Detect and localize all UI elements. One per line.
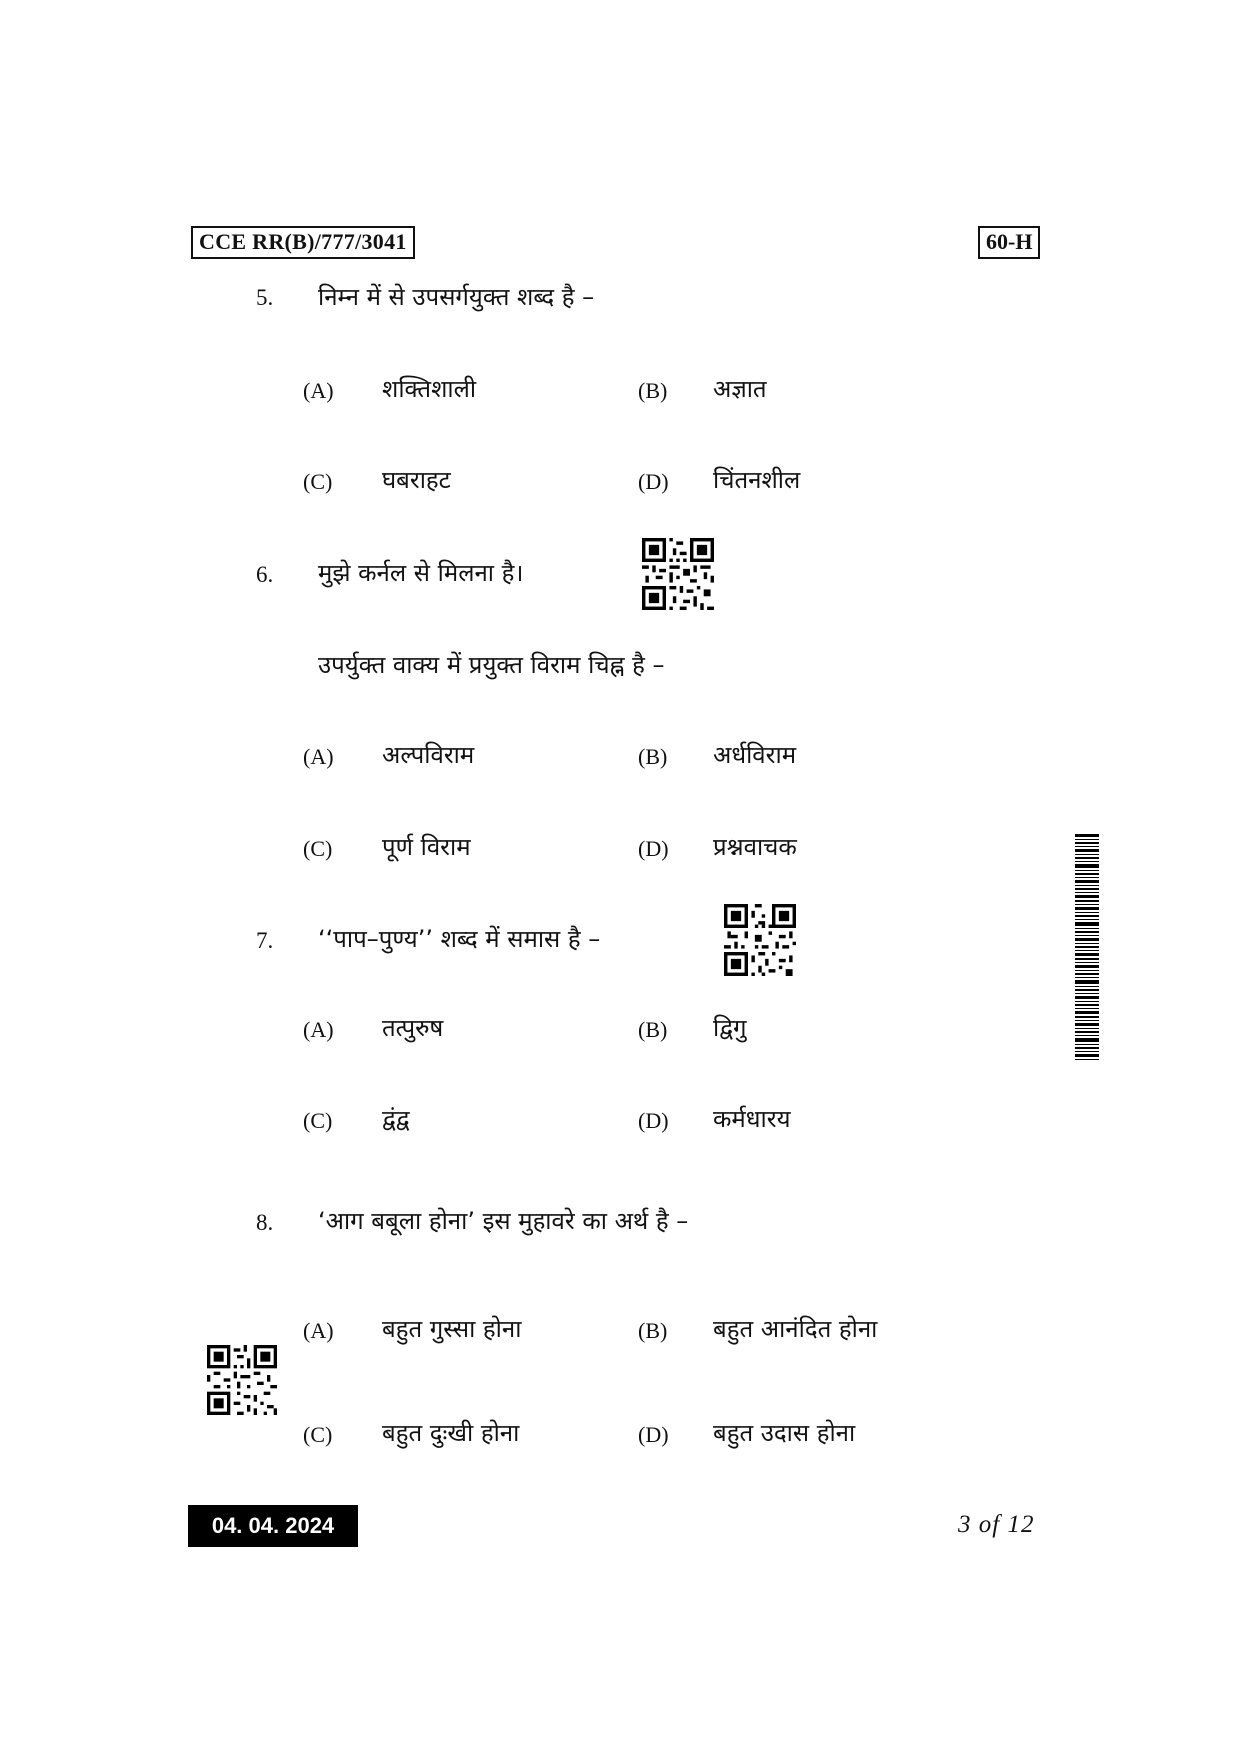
q8-option-a-letter: (A) (303, 1318, 334, 1343)
page-number: 3 of 12 (958, 1511, 1035, 1538)
q8-option-a-text: बहुत गुस्सा होना (382, 1315, 522, 1343)
question-5-text: निम्न में से उपसर्गयुक्त शब्द है – (318, 283, 595, 311)
q6-option-b-text: अर्धविराम (713, 741, 797, 769)
q8-option-c-text: बहुत दुःखी होना (382, 1419, 520, 1447)
q6-option-a-letter: (A) (303, 744, 334, 769)
q5-option-a-text: शक्तिशाली (382, 375, 477, 403)
question-8-number: 8. (256, 1210, 274, 1235)
qr-code-icon (642, 538, 714, 610)
q5-option-b-text: अज्ञात (713, 375, 767, 403)
q5-option-a-letter: (A) (303, 378, 334, 403)
question-8-text: ‘आग बबूला होना’ इस मुहावरे का अर्थ है – (318, 1207, 689, 1235)
q6-option-c-text: पूर्ण विराम (382, 833, 471, 861)
q7-option-c-text: द्वंद्व (382, 1105, 410, 1133)
q8-option-b-letter: (B) (638, 1318, 668, 1343)
qr-code-icon (207, 1345, 277, 1415)
q6-option-a-text: अल्पविराम (382, 741, 475, 769)
question-6-number: 6. (256, 562, 274, 587)
q7-option-b-letter: (B) (638, 1017, 668, 1042)
qr-code-icon (724, 904, 796, 976)
exam-date: 04. 04. 2024 (188, 1505, 358, 1547)
q5-option-b-letter: (B) (638, 378, 668, 403)
q7-option-d-letter: (D) (638, 1108, 669, 1133)
q6-option-d-text: प्रश्नवाचक (713, 833, 797, 861)
q7-option-d-text: कर्मधारय (713, 1105, 791, 1133)
q7-option-c-letter: (C) (303, 1108, 333, 1133)
q6-option-c-letter: (C) (303, 836, 333, 861)
paper-set: 60-H (978, 226, 1040, 259)
question-7-text: ‘‘पाप–पुण्य’’ शब्द में समास है – (318, 925, 601, 953)
q6-option-b-letter: (B) (638, 744, 668, 769)
q8-option-d-text: बहुत उदास होना (713, 1419, 856, 1447)
question-6-text: मुझे कर्नल से मिलना है। (318, 559, 524, 587)
question-7-number: 7. (256, 928, 274, 953)
q5-option-d-letter: (D) (638, 469, 669, 494)
q5-option-c-text: घबराहट (382, 466, 451, 494)
barcode-icon (1075, 834, 1099, 1060)
q8-option-c-letter: (C) (303, 1422, 333, 1447)
q7-option-a-text: तत्पुरुष (382, 1014, 444, 1042)
q7-option-a-letter: (A) (303, 1017, 334, 1042)
q7-option-b-text: द्विगु (713, 1014, 747, 1042)
q6-option-d-letter: (D) (638, 836, 669, 861)
q5-option-c-letter: (C) (303, 469, 333, 494)
q8-option-d-letter: (D) (638, 1422, 669, 1447)
q5-option-d-text: चिंतनशील (713, 466, 801, 494)
question-6-subtext: उपर्युक्त वाक्य में प्रयुक्त विराम चिह्न है – (318, 651, 665, 679)
q8-option-b-text: बहुत आनंदित होना (713, 1315, 878, 1343)
paper-code: CCE RR(B)/777/3041 (191, 226, 415, 259)
question-5-number: 5. (256, 285, 274, 310)
